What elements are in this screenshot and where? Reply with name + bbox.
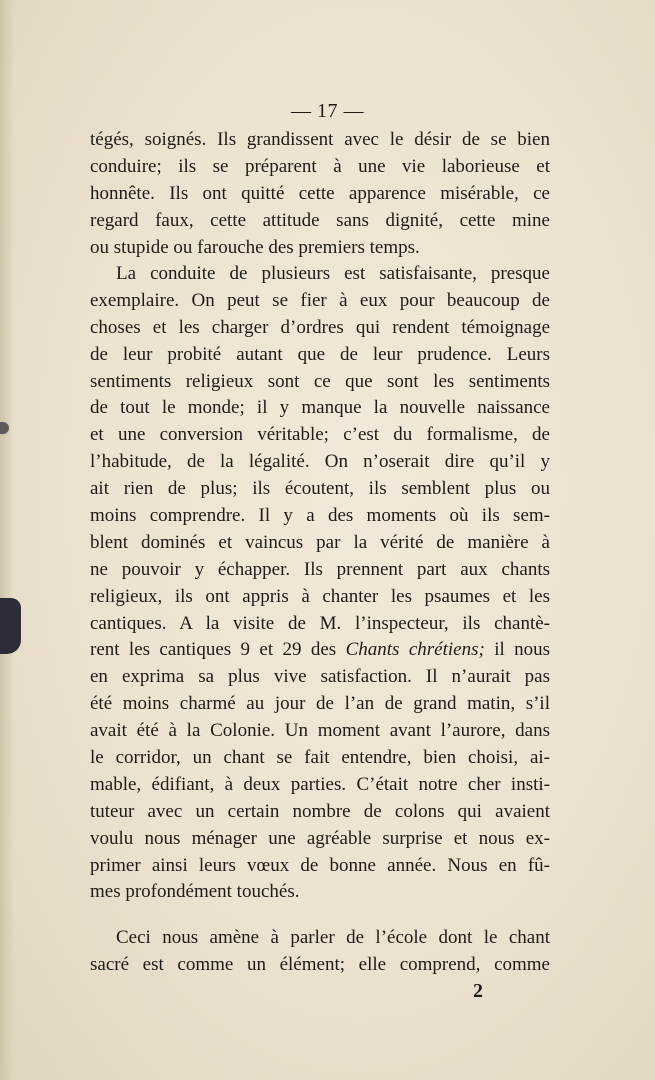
page-edge-shadow — [0, 0, 14, 1080]
ink-mark — [0, 598, 21, 654]
text-line: blent dominés et vaincus par la vérité de manière à — [90, 531, 550, 553]
text-line: regard faux, cette attitude sans dignité, cette mine — [90, 209, 550, 231]
signature-mark: 2 — [473, 980, 483, 1002]
text-line: Ceci nous amène à parler de l’école dont le chant — [116, 927, 550, 948]
text-line: en exprima sa plus vive satisfaction. Il n’aurait pas — [90, 666, 550, 688]
text-line: mes profondément touchés. — [90, 881, 300, 903]
paragraph-1 — [90, 127, 550, 261]
text-line: ou stupide ou farouche des premiers temps. — [90, 236, 420, 258]
text-line: primer ainsi leurs vœux de bonne année. Nous en fû- — [90, 854, 550, 876]
paragraph-2 — [90, 261, 550, 906]
text-line: ait rien de plus; ils écoutent, ils semblent plus ou — [90, 478, 550, 500]
text-line: l’habitude, de la légalité. On n’oserait dire qu’il y — [90, 451, 550, 473]
paragraph-3 — [90, 925, 550, 979]
text-line: tégés, soignés. Ils grandissent avec le désir de se bien — [90, 129, 550, 150]
text-line: de tout le monde; il y manque la nouvelle naissance — [90, 397, 550, 419]
text-line: honnête. Ils ont quitté cette apparence misérable, ce — [90, 182, 550, 204]
text-line: cantiques. A la visite de M. l’inspecteur, ils chantè- — [90, 612, 550, 634]
text-line: choses et les charger d’ordres qui rendent témoignage — [90, 316, 550, 338]
page-number: — 17 — — [291, 100, 364, 122]
text-line: le corridor, un chant se fait entendre, bien choisi, ai- — [90, 747, 550, 769]
text-line-with-italic — [90, 637, 550, 664]
text-line: sentiments religieux sont ce que sont les sentiments — [90, 370, 550, 392]
text-segment: rent les cantiques 9 et 29 des — [90, 639, 346, 661]
text-segment: il nous — [494, 639, 550, 661]
text-line: voulu nous ménager une agréable surprise et nous ex- — [90, 827, 550, 849]
text-line: conduire; ils se préparent à une vie laborieuse et — [90, 155, 550, 177]
text-line: de leur probité autant que de leur prudence. Leurs — [90, 343, 550, 365]
text-line: religieux, ils ont appris à chanter les psaumes et les — [90, 585, 550, 607]
italic-title: Chants chrétiens; — [345, 639, 485, 661]
text-line: ne pouvoir y échapper. Ils prennent part aux chants — [90, 558, 550, 580]
text-line: exemplaire. On peut se fier à eux pour beaucoup de — [90, 289, 550, 311]
text-line: avait été à la Colonie. Un moment avant l’aurore, dans — [90, 720, 550, 742]
text-line: moins comprendre. Il y a des moments où ils sem- — [90, 505, 550, 527]
text-line: La conduite de plusieurs est satisfaisante, presque — [116, 263, 550, 284]
text-line: et une conversion véritable; c’est du formalisme, de — [90, 424, 550, 446]
text-line: été moins charmé au jour de l’an de grand matin, s’il — [90, 693, 550, 715]
text-line: sacré est comme un élément; elle comprend, comme — [90, 953, 550, 975]
text-line: mable, édifiant, à deux parties. C’était notre cher insti- — [90, 773, 550, 795]
text-line: tuteur avec un certain nombre de colons qui avaient — [90, 800, 550, 822]
